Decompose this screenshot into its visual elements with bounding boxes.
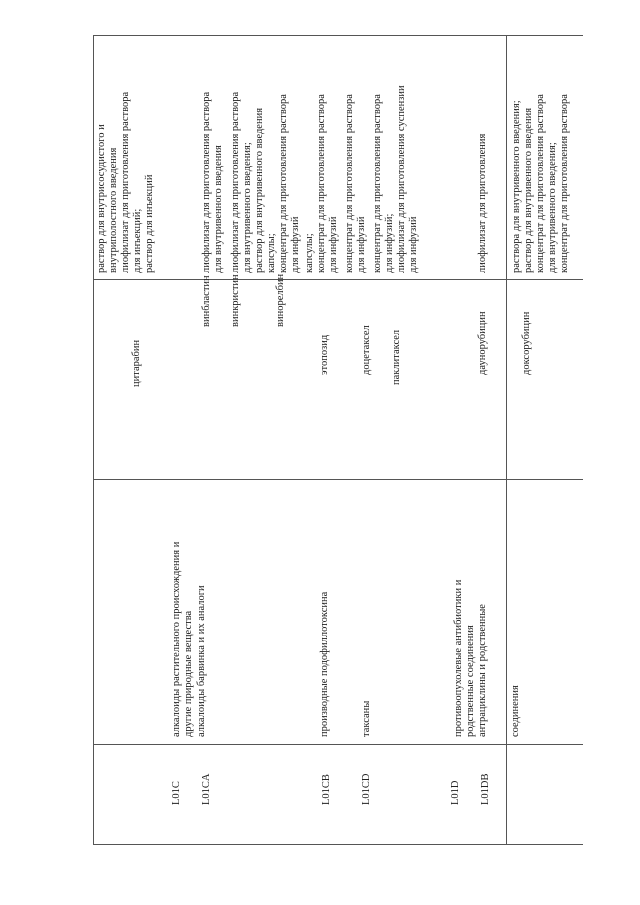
- atc-code: L01D: [450, 780, 461, 805]
- group-name: алкалоиды растительного происхождения и: [171, 541, 182, 737]
- drug-name: винбластин: [201, 275, 212, 327]
- dosage-form: раствор для инъекций: [144, 174, 155, 273]
- dosage-form: внутриполостного введения: [108, 147, 119, 273]
- drug-table: [93, 35, 583, 845]
- dosage-form: концентрат для приготовления раствора: [535, 94, 546, 273]
- dosage-form: для инфузий: [408, 216, 419, 273]
- group-name: таксаны: [361, 700, 372, 737]
- table-border-top: [93, 35, 94, 845]
- drug-name: этопозид: [319, 334, 330, 375]
- dosage-form: для инфузий: [290, 216, 301, 273]
- dosage-form: раствор для внутрисосудистого и: [96, 124, 107, 273]
- dosage-form: для инфузий: [356, 216, 367, 273]
- group-name: соединения: [510, 685, 521, 737]
- dosage-form: лиофилизат для приготовления: [477, 133, 488, 273]
- group-name: производные подофиллотоксина: [319, 591, 330, 737]
- drug-name: доцетаксел: [361, 325, 372, 375]
- dosage-form: концентрат для приготовления раствора: [278, 94, 289, 273]
- group-name: другие природные вещества: [183, 610, 194, 737]
- atc-code: L01C: [171, 781, 182, 805]
- dosage-form: концентрат для приготовления раствора: [559, 94, 570, 273]
- drug-name: даунорубицин: [477, 311, 488, 375]
- table-border-right: [93, 35, 583, 36]
- dosage-form: лиофилизат для приготовления раствора: [230, 91, 241, 273]
- drug-name: цитарабин: [131, 339, 142, 387]
- table-border-left: [93, 844, 583, 845]
- atc-code: L01DB: [480, 773, 491, 805]
- group-name: родственные соединения: [465, 625, 476, 737]
- dosage-form: лиофилизат для приготовления суспензии: [396, 85, 407, 273]
- dosage-form: концентрат для приготовления раствора: [344, 94, 355, 273]
- dosage-form: лиофилизат для приготовления раствора: [201, 91, 212, 273]
- atc-code: L01CA: [201, 773, 212, 805]
- dosage-form: для внутривенного введения;: [547, 142, 558, 273]
- dosage-form: концентрат для приготовления раствора: [372, 94, 383, 273]
- drug-name: паклитаксел: [391, 329, 402, 385]
- atc-code: L01CB: [321, 774, 332, 805]
- dosage-form: раствор для внутривенного введения: [254, 107, 265, 273]
- group-name: антрациклины и родственные: [477, 604, 488, 737]
- dosage-form: капсулы;: [266, 233, 277, 273]
- group-name: противоопухолевые антибиотики и: [453, 579, 464, 737]
- dosage-form: капсулы;: [304, 233, 315, 273]
- atc-code: L01CD: [361, 773, 372, 805]
- dosage-form: концентрат для приготовления раствора: [316, 94, 327, 273]
- dosage-form: для внутривенного введения;: [242, 142, 253, 273]
- drug-name: винорелбин: [275, 273, 286, 327]
- dosage-form: лиофилизат для приготовления раствора: [120, 91, 131, 273]
- dosage-form: для инфузий;: [384, 213, 395, 273]
- column-divider: [93, 744, 583, 745]
- row-divider: [506, 35, 507, 845]
- group-name: алкалоиды барвинка и их аналоги: [196, 585, 207, 737]
- dosage-form: для инфузий: [328, 216, 339, 273]
- dosage-form: для инъекций;: [132, 208, 143, 273]
- dosage-form: раствора для внутривенного введения;: [511, 100, 522, 273]
- dosage-form: раствор для внутривенного введения: [523, 107, 534, 273]
- column-divider: [93, 279, 583, 280]
- dosage-form: для внутривенного введения: [213, 145, 224, 273]
- column-divider: [93, 479, 583, 480]
- drug-name: винкристин: [230, 274, 241, 327]
- drug-name: доксорубицин: [521, 311, 532, 375]
